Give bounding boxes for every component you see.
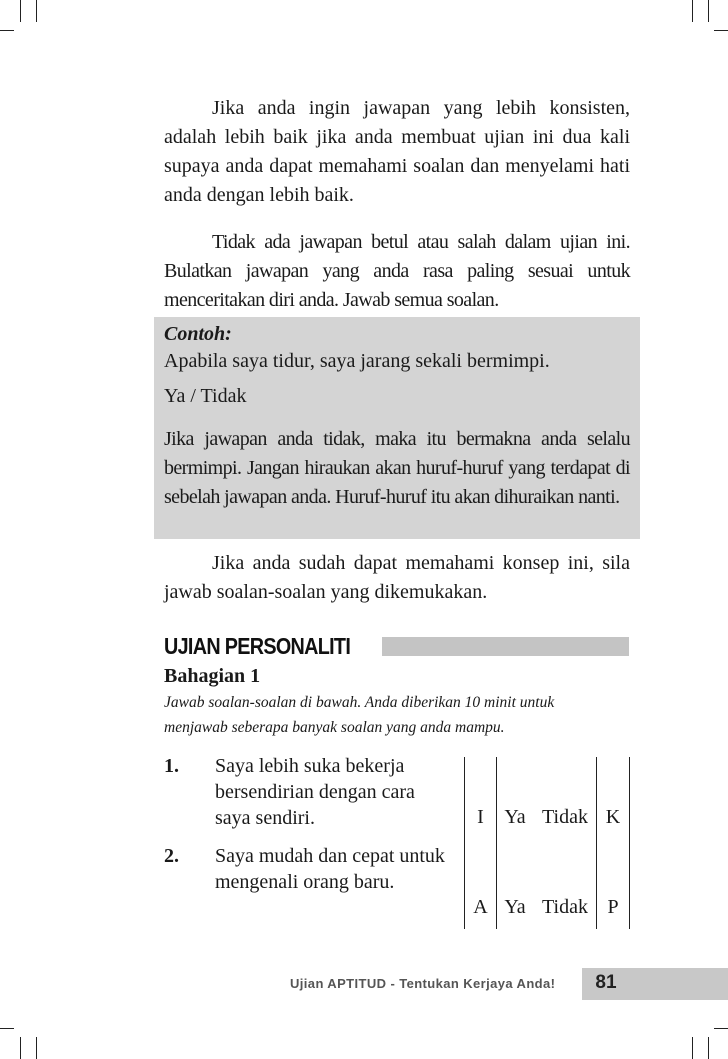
crop-mark — [692, 1037, 693, 1059]
answer-option-yes[interactable]: Ya — [504, 806, 526, 828]
answer-option-yes[interactable]: Ya — [504, 896, 526, 918]
answer-letter-right: P — [607, 896, 619, 918]
section-title: UJIAN PERSONALITI — [164, 633, 351, 659]
crop-mark — [36, 0, 37, 22]
section-heading — [164, 632, 630, 660]
question-text: Saya lebih suka bekerja bersendirian dengan cara saya sendiri. — [215, 755, 415, 829]
crop-mark — [714, 1028, 728, 1029]
crop-mark — [36, 1037, 37, 1059]
question-number: 1. — [164, 755, 179, 777]
instruction-line-1: Jawab soalan-soalan di bawah. Anda diberikan 10 minit untuk — [164, 694, 555, 711]
answer-letter-left: A — [473, 896, 488, 918]
crop-mark — [0, 1028, 14, 1029]
section-title-bar — [382, 637, 629, 656]
crop-mark — [20, 1037, 21, 1059]
closing-paragraph — [164, 549, 630, 607]
intro-paragraph-2 — [164, 228, 630, 315]
crop-mark — [692, 0, 693, 22]
example-statement: Apabila saya tidur, saya jarang sekali bermimpi. — [164, 350, 550, 372]
answer-column-divider — [496, 757, 497, 929]
closing-paragraph-text: Jika anda sudah dapat memahami konsep ini, sila jawab soalan-soalan yang dikemukakan. — [164, 552, 630, 603]
intro-paragraph-1 — [164, 94, 630, 210]
crop-mark — [708, 0, 709, 22]
answer-column-divider — [464, 757, 465, 929]
example-explanation: Jika jawapan anda tidak, maka itu bermakna anda selalu bermimpi. Jangan hiraukan akan huruf-huruf yang terdapat di sebelah jawapan anda. Huruf-huruf itu akan dihuraikan nanti. — [164, 428, 630, 508]
answer-letter-left: I — [477, 806, 484, 828]
crop-mark — [0, 30, 14, 31]
intro-paragraph-1-text: Jika anda ingin jawapan yang lebih konsisten, adalah lebih baik jika anda membuat ujian ini dua kali supaya anda dapat memahami soalan dan menyelami hati anda dengan lebih baik. — [164, 97, 630, 206]
crop-mark — [708, 1037, 709, 1059]
example-answer: Ya / Tidak — [164, 385, 247, 407]
question-text: Saya mudah dan cepat untuk mengenali orang baru. — [215, 845, 445, 893]
crop-mark — [714, 30, 728, 31]
answer-column-divider — [629, 757, 630, 929]
section-subtitle: Bahagian 1 — [164, 665, 261, 687]
answer-option-no[interactable]: Tidak — [542, 806, 588, 828]
question-number: 2. — [164, 845, 179, 867]
instruction-line-2: menjawab seberapa banyak soalan yang anda mampu. — [164, 719, 505, 736]
answer-letter-right: K — [605, 806, 621, 828]
footer-book-title: Ujian APTITUD - Tentukan Kerjaya Anda! — [290, 976, 556, 991]
crop-mark — [20, 0, 21, 22]
page-number: 81 — [595, 972, 617, 993]
example-title: Contoh: — [164, 323, 232, 345]
intro-paragraph-2-text: Tidak ada jawapan betul atau salah dalam ujian ini. Bulatkan jawapan yang anda rasa paling sesuai untuk menceritakan diri anda. Jawab semua soalan. — [164, 231, 630, 311]
answer-column-divider — [596, 757, 597, 929]
answer-option-no[interactable]: Tidak — [542, 896, 588, 918]
section-instruction — [164, 690, 634, 740]
footer-divider — [580, 968, 582, 1000]
